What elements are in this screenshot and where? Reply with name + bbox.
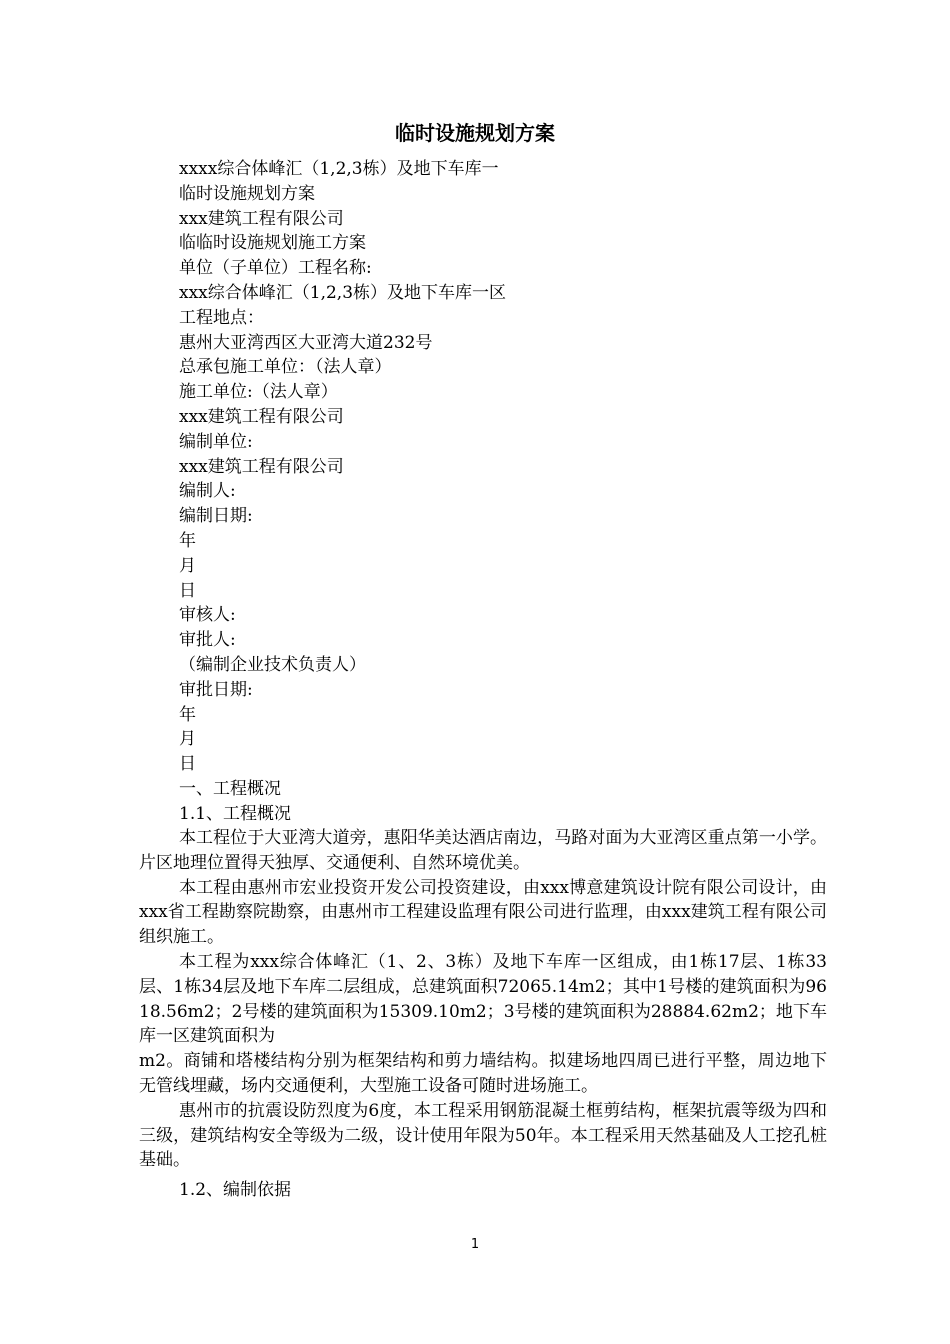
subsection-heading: 1.2、编制依据 bbox=[179, 1180, 292, 1200]
cover-line: 临时设施规划方案 bbox=[179, 183, 315, 204]
cover-line: 审核人: bbox=[179, 605, 236, 626]
paragraph: m2。商铺和塔楼结构分别为框架结构和剪力墙结构。拟建场地四周已进行平整，周边地下无管线埋藏，场内交通便利，大型施工设备可随时进场施工。 bbox=[139, 1051, 827, 1096]
cover-info-block bbox=[179, 157, 839, 827]
paragraph: 本工程由惠州市宏业投资开发公司投资建设，由xxx博意建筑设计院有限公司设计，由xxx省工程勘察院勘察，由惠州市工程建设监理有限公司进行监理，由xxx建筑工程有限公司组织施工。 bbox=[139, 877, 827, 948]
paragraph: 本工程为xxx综合体峰汇（1、2、3栋）及地下车库一区组成，由1栋17层、1栋33层、1栋34层及地下车库二层组成，总建筑面积72065.14m2；其中1号楼的建筑面积为9618.56m2；2号楼的建筑面积为15309.10m2；3号楼的建筑面积为28884.62m2；地下车库一区建筑面积为 bbox=[139, 951, 827, 1047]
cover-line: 临临时设施规划施工方案 bbox=[179, 233, 366, 254]
cover-line: 总承包施工单位：（法人章） bbox=[179, 357, 392, 378]
cover-line: 年 bbox=[179, 704, 196, 725]
cover-line: 年 bbox=[179, 530, 196, 551]
body-text bbox=[139, 826, 827, 1173]
document-title: 临时设施规划方案 bbox=[395, 121, 555, 145]
cover-line: xxx综合体峰汇（1,2,3栋）及地下车库一区 bbox=[179, 282, 507, 303]
cover-line: 月 bbox=[179, 555, 196, 576]
cover-line: xxxx综合体峰汇（1,2,3栋）及地下车库一 bbox=[179, 159, 499, 179]
cover-line: 月 bbox=[179, 729, 196, 750]
page-number: 1 bbox=[470, 1237, 480, 1252]
cover-line: 惠州大亚湾西区大亚湾大道232号 bbox=[179, 332, 433, 353]
paragraph: 本工程位于大亚湾大道旁，惠阳华美达酒店南边，马路对面为大亚湾区重点第一小学。片区地理位置得天独厚、交通便利、自然环境优美。 bbox=[139, 828, 827, 873]
cover-line: 审批人: bbox=[179, 630, 236, 651]
paragraph: 惠州市的抗震设防烈度为6度，本工程采用钢筋混凝土框剪结构，框架抗震等级为四和三级，建筑结构安全等级为二级，设计使用年限为50年。本工程采用天然基础及人工挖孔桩基础。 bbox=[139, 1100, 827, 1171]
cover-line: 编制单位: bbox=[179, 431, 253, 452]
cover-line: 日 bbox=[179, 580, 196, 601]
cover-line: （编制企业技术负责人） bbox=[179, 654, 366, 675]
cover-line: xxx建筑工程有限公司 bbox=[179, 208, 344, 229]
section-heading: 一、工程概况 bbox=[179, 778, 281, 799]
cover-line: 审批日期: bbox=[179, 679, 253, 700]
subsection-heading: 1.1、工程概况 bbox=[179, 803, 292, 824]
cover-line: xxx建筑工程有限公司 bbox=[179, 406, 344, 427]
cover-line: xxx建筑工程有限公司 bbox=[179, 456, 344, 477]
cover-line: 日 bbox=[179, 754, 196, 775]
cover-line: 单位（子单位）工程名称: bbox=[179, 258, 372, 279]
cover-line: 编制日期: bbox=[179, 506, 253, 527]
cover-line: 工程地点： bbox=[179, 307, 264, 328]
cover-line: 施工单位:（法人章） bbox=[179, 382, 338, 403]
cover-line: 编制人: bbox=[179, 481, 236, 502]
